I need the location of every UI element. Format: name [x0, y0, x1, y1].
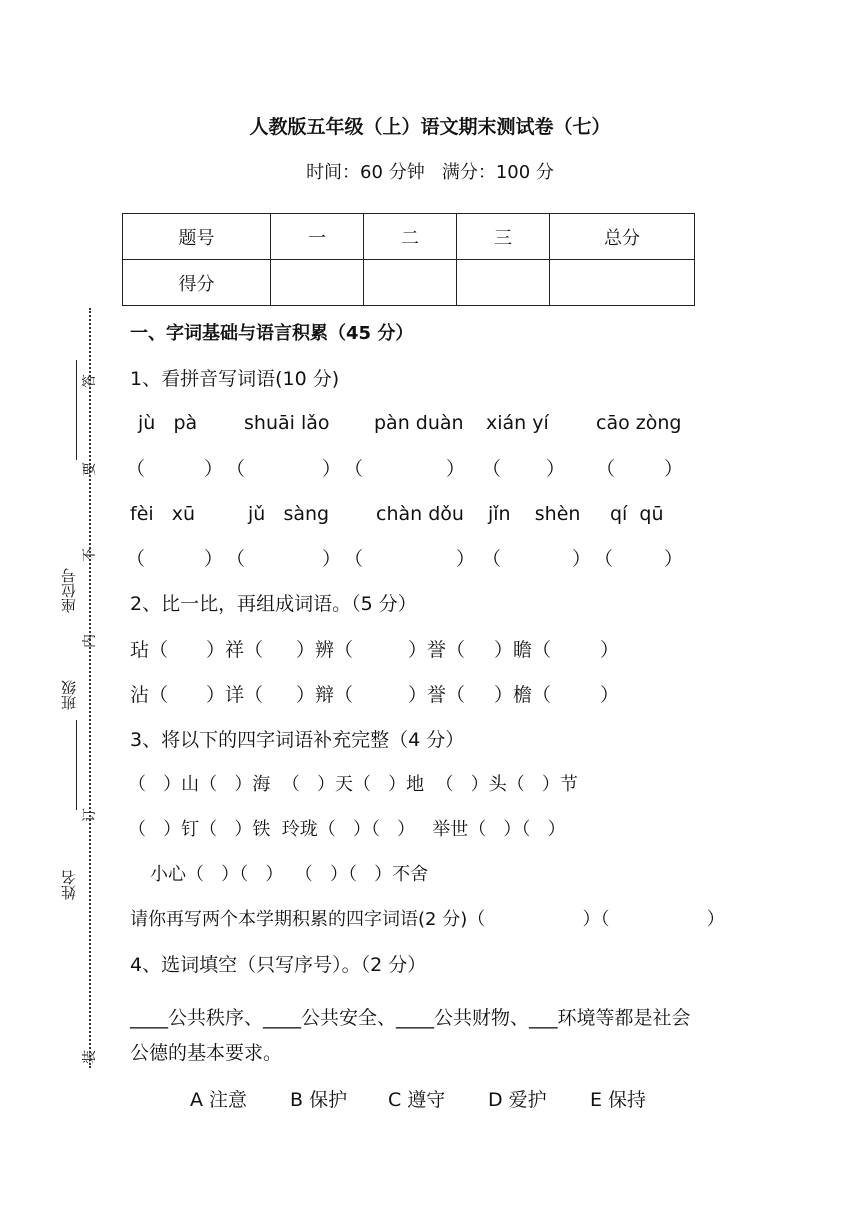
- answer-paren-close: ）: [204, 458, 224, 480]
- pinyin-item: jù pà: [138, 412, 198, 434]
- answer-paren-close: ）: [322, 458, 342, 480]
- idiom-line: （ ）钉（ ）铁 玲珑（ ）（ ） 举世（ ）（ ）: [128, 819, 566, 840]
- margin-char: 订: [82, 808, 98, 822]
- question-title: 3、将以下的四字词语补充完整（4 分）: [130, 729, 465, 751]
- compare-item: ）详（: [206, 684, 264, 706]
- margin-char: 不: [82, 548, 98, 562]
- exam-subtitle: 时间：60 分钟 满分：100 分: [306, 162, 554, 183]
- table-header-cell: 一: [271, 214, 364, 260]
- option-item: C 遵守: [388, 1089, 446, 1111]
- pinyin-item: pàn duàn: [374, 412, 464, 434]
- answer-paren-open: （: [594, 548, 614, 570]
- seat-number-label: 座位号: [60, 568, 78, 613]
- page-title: 人教版五年级（上）语文期末测试卷（七）: [249, 116, 611, 138]
- compare-item: ）: [600, 639, 620, 661]
- compare-item: ）檐（: [494, 684, 552, 706]
- table-row: [123, 214, 695, 260]
- compare-item: 玷（: [130, 639, 169, 661]
- answer-paren-close: ）: [664, 458, 684, 480]
- score-cell[interactable]: [550, 260, 695, 306]
- pinyin-item: jǐn shèn: [488, 503, 581, 525]
- margin-char: 要: [82, 462, 98, 476]
- answer-paren-open: （: [482, 458, 502, 480]
- section-title: 一、字词基础与语言积累（45 分）: [130, 323, 414, 344]
- answer-paren-open: （: [596, 458, 616, 480]
- option-item: E 保持: [590, 1089, 647, 1111]
- table-header-cell: 题号: [123, 214, 271, 260]
- margin-char: 答: [82, 374, 98, 388]
- pinyin-item: cāo zòng: [596, 412, 682, 434]
- answer-paren-close: ）: [446, 458, 466, 480]
- pinyin-item: xián yí: [486, 412, 549, 434]
- idiom-extra-line: 请你再写两个本学期积累的四字词语(2 分)（ ）（ ）: [130, 909, 725, 930]
- fill-sentence: 公德的基本要求。: [130, 1042, 283, 1064]
- answer-paren-open: （: [126, 458, 146, 480]
- idiom-line: （ ）山（ ）海 （ ）天（ ）地 （ ）头（ ）节: [128, 774, 578, 795]
- margin-char: 装: [82, 1050, 98, 1064]
- table-header-cell: 总分: [550, 214, 695, 260]
- compare-item: 沾（: [130, 684, 169, 706]
- answer-paren-close: ）: [546, 458, 566, 480]
- answer-paren-open: （: [482, 548, 502, 570]
- name-label: 姓名: [60, 870, 78, 900]
- answer-paren-open: （: [344, 458, 364, 480]
- compare-item: ）誉（: [408, 639, 466, 661]
- answer-paren-close: ）: [456, 548, 476, 570]
- answer-paren-close: ）: [572, 548, 592, 570]
- score-cell[interactable]: [271, 260, 364, 306]
- answer-paren-open: （: [126, 548, 146, 570]
- question-title: 4、选词填空（只写序号）。（2 分）: [130, 954, 427, 976]
- question-title: 1、看拼音写词语(10 分): [130, 368, 340, 390]
- compare-item: ）祥（: [206, 639, 264, 661]
- fill-sentence: ____公共秩序、____公共安全、____公共财物、___环境等都是社会: [130, 1007, 691, 1029]
- option-item: A 注意: [190, 1089, 248, 1111]
- score-cell[interactable]: [364, 260, 457, 306]
- answer-paren-open: （: [226, 548, 246, 570]
- compare-item: ）: [600, 684, 620, 706]
- answer-paren-close: ）: [322, 548, 342, 570]
- compare-item: ）誉（: [408, 684, 466, 706]
- compare-item: ）瞻（: [494, 639, 552, 661]
- compare-item: ）辨（: [296, 639, 354, 661]
- class-label: 班级: [60, 680, 78, 710]
- answer-paren-open: （: [226, 458, 246, 480]
- answer-paren-open: （: [344, 548, 364, 570]
- pinyin-item: chàn dǒu: [376, 503, 464, 525]
- table-header-cell: 三: [457, 214, 550, 260]
- table-row-label: 得分: [123, 260, 271, 306]
- question-title: 2、比一比，再组成词语。（5 分）: [130, 593, 417, 615]
- table-row: [123, 260, 695, 306]
- margin-char: 内: [82, 634, 98, 648]
- binding-dotted-line: [89, 308, 91, 1068]
- score-table: [122, 213, 695, 306]
- table-header-cell: 二: [364, 214, 457, 260]
- answer-paren-close: ）: [204, 548, 224, 570]
- option-item: D 爱护: [488, 1089, 547, 1111]
- answer-paren-close: ）: [664, 548, 684, 570]
- compare-item: ）辩（: [296, 684, 354, 706]
- pinyin-item: shuāi lǎo: [244, 412, 330, 434]
- field-underline: [76, 360, 77, 460]
- idiom-line: 小心（ ）（ ） （ ）（ ）不舍: [150, 864, 429, 885]
- pinyin-item: fèi xū: [130, 503, 196, 525]
- field-underline: [76, 720, 77, 810]
- option-item: B 保护: [290, 1089, 348, 1111]
- pinyin-item: jǔ sàng: [248, 503, 330, 525]
- pinyin-item: qí qū: [610, 503, 664, 525]
- score-cell[interactable]: [457, 260, 550, 306]
